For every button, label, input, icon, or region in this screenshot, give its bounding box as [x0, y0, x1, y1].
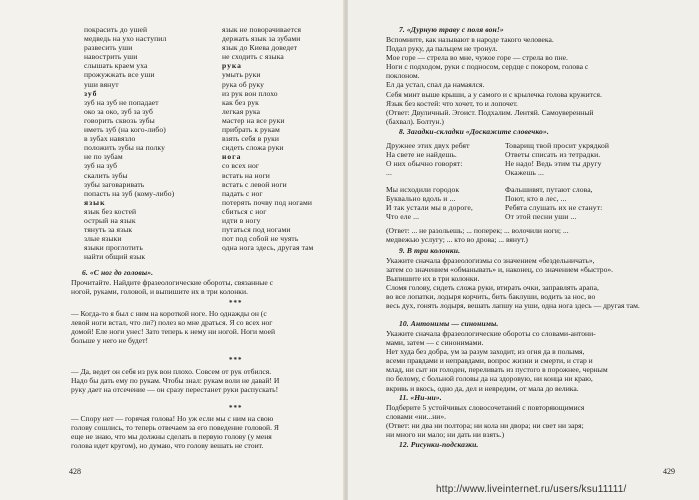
- poem-line: Фальшивят, путают слова,: [505, 185, 593, 194]
- text-line: поклоном.: [386, 71, 420, 81]
- phrase-line: покрасить до ушей: [84, 25, 148, 34]
- text-line: (Ответ: ни два ни полтора; ни кола ни двора; ни свет ни заря;: [386, 421, 584, 431]
- phrase-line: сидеть сложа руки: [222, 143, 284, 153]
- text-line: голова идет кругом), но думаю, что голову вешать не стоит.: [71, 441, 264, 451]
- text-line: затем со значением «обманывать» и, наконец, со значением «быстро».: [386, 265, 614, 275]
- exercise-12-title: 12. Рисунки-подсказки.: [399, 440, 479, 449]
- phrase-line: рука: [222, 61, 242, 71]
- exercise-10-text: [386, 329, 608, 393]
- dialog-paragraph-2: [71, 367, 279, 394]
- phrase-line: положить зубы на полку: [84, 143, 166, 153]
- text-line: — Когда-то я был с ним на короткой ноге. Но однажды он (с: [71, 309, 267, 318]
- text-line: ни много ни мало; ни дать ни взять.): [386, 430, 505, 440]
- phrase-line: зуб на зуб: [84, 161, 118, 171]
- phrase-line: зубы заговаривать: [84, 179, 145, 189]
- phrase-line: слышать краем уха: [84, 61, 148, 71]
- poem-line: Ответы списать из тетрадки.: [505, 150, 601, 160]
- poem-1-left: [386, 141, 470, 177]
- phrase-line: медведь на ухо наступил: [84, 34, 167, 44]
- text-line: Подберите 5 устойчивых словосочетаний с повторяющимися: [386, 403, 585, 412]
- phrase-line: встать на ноги: [222, 170, 270, 180]
- phrase-line: из рук вон плохо: [222, 88, 278, 98]
- exercise-7-text: [386, 35, 602, 126]
- phrase-line: не по зубам: [84, 152, 123, 162]
- poem-2-right: [505, 185, 602, 221]
- phrase-line: сбиться с ног: [222, 206, 267, 216]
- phrase-line: умыть руки: [222, 70, 261, 80]
- poem-line: Окажешь ...: [505, 168, 544, 178]
- dialog-paragraph-3: [71, 414, 279, 450]
- phrase-line: зуб: [84, 88, 98, 98]
- phrase-column-1: [84, 25, 174, 261]
- text-line: Ноги с подходом, руки с подносом, сердце с покором, голова с: [386, 62, 589, 72]
- text-line: домой! Еле ноги унес! Зато теперь к нему ни ногой. Ноги моей: [71, 327, 276, 337]
- poem-line: Мы исходили городок: [386, 185, 460, 194]
- phrase-line: зуб на зуб не попадает: [84, 97, 159, 107]
- separator-stars: ***: [229, 356, 243, 364]
- poem-line: ...: [386, 168, 392, 178]
- text-line: Сломя голову, сидеть сложа руки, втирать очки, заправлять арапа,: [386, 283, 599, 293]
- phrase-line: в зубах навязло: [84, 134, 136, 144]
- exercise-9-title: 9. В три колонки.: [399, 246, 461, 255]
- phrase-line: со всех ног: [222, 161, 260, 171]
- dialog-paragraph-1: [71, 309, 275, 345]
- page-number-right: 429: [663, 467, 675, 476]
- phrase-line: язык: [84, 197, 106, 207]
- text-line: млад, ни сыт ни голоден, переливать из пустого в порожнее, черным: [386, 365, 608, 375]
- phrase-line: скалить зубы: [84, 170, 128, 180]
- phrase-line: пот под собой не чуять: [222, 234, 299, 244]
- text-line: по белому, с больной головы да на здоровую, ни конца ни краю,: [386, 374, 593, 384]
- phrase-line: попасть на зуб (кому-либо): [84, 188, 175, 198]
- text-line: Язык без костей: что хочет, то и лопочет.: [386, 98, 518, 108]
- poem-line: От этой песни уши ...: [505, 212, 577, 222]
- phrase-line: рука об руку: [222, 79, 264, 89]
- text-line: больше у него не будет!: [71, 336, 148, 346]
- phrase-line: острый на язык: [84, 215, 136, 225]
- phrase-line: прожужжать все уши: [84, 70, 155, 80]
- exercise-6-title: 6. «С ног до головы».: [82, 268, 154, 277]
- watermark-url: http://www.liveinternet.ru/users/ksu11111/: [436, 484, 627, 495]
- phrase-line: мастер на все руки: [222, 115, 285, 125]
- phrase-line: не сходить с языка: [222, 52, 284, 62]
- poem-line: На свете не найдешь.: [386, 150, 457, 160]
- poem-line: Товарищ твой просит укрядкой: [505, 141, 610, 150]
- text-line: Подал руку, да пальцем не тронул.: [386, 44, 498, 54]
- phrase-line: навострить уши: [84, 52, 138, 62]
- poem-line: Не надо! Ведь этим ты другу: [505, 159, 602, 169]
- phrase-line: язык без костей: [84, 206, 137, 216]
- phrase-line: встать с левой ноги: [222, 179, 287, 189]
- text-line: Выпишите их в три колонки.: [386, 274, 480, 284]
- poem-line: Буквально вдоль и ...: [386, 194, 456, 204]
- poem-line: О них обычно говорят:: [386, 159, 463, 169]
- text-line: голову сошлись, то теперь отвечаем за его поведение головой. Я: [71, 423, 279, 433]
- exercise-11-text: [386, 403, 584, 439]
- text-line: — Да, ведет он себя из рук вон плохо. Совсем от рук отбился.: [71, 367, 272, 376]
- phrase-line: потерять почву под ногами: [222, 197, 313, 207]
- right-page: [348, 0, 699, 500]
- phrase-line: падать с ног: [222, 188, 263, 198]
- text-line: словами «ни...ни».: [386, 412, 447, 422]
- text-line: Ел да устал, спал да намаялся.: [386, 80, 485, 90]
- exercise-8-title: 8. Загадки-складки «Доскажите словечко».: [399, 127, 549, 136]
- text-line: мами, затем — с синонимами.: [386, 338, 484, 348]
- page-number-left: 428: [69, 467, 81, 476]
- separator-stars: ***: [229, 299, 243, 307]
- phrase-line: язык до Киева доведет: [222, 43, 298, 53]
- poem-line: Дружнее этих двух ребят: [386, 141, 470, 150]
- phrase-line: язык не поворачивается: [222, 25, 302, 34]
- text-line: руку дает на отсечение — он сразу перестанет руки распускать!: [71, 385, 279, 395]
- exercise-8-answer: [386, 226, 569, 244]
- phrase-line: нога: [222, 152, 242, 162]
- poem-line: Ребята слушать их не станут:: [505, 203, 603, 213]
- poem-line: Что еле ...: [386, 212, 420, 222]
- text-line: вкривь и вкось, одно да, дел и невредим, от мала до велика.: [386, 383, 579, 393]
- text-line: медвежью услугу; ... кто во дрова; ... вянут.): [386, 235, 528, 245]
- left-page: [0, 0, 345, 500]
- phrase-line: говорить сквозь зубы: [84, 115, 155, 125]
- poem-2-left: [386, 185, 473, 221]
- text-line: Вспомните, как называют в народе такого человека.: [386, 35, 554, 44]
- exercise-11-title: 11. «Ни-ни».: [399, 393, 442, 402]
- poem-line: Поют, кто в лес, ...: [505, 194, 567, 204]
- text-line: Себя минт выше крыши, а у самого и с крылечка голова кружится.: [386, 89, 602, 99]
- text-line: Мое горе — стрела во мне, чужое горе — стрела во пне.: [386, 53, 568, 63]
- text-line: левой ноги встал, что ли?) полез ко мне драться. Я со всех ног: [71, 318, 273, 328]
- separator-stars: ***: [229, 404, 243, 412]
- text-line: — Спору нет — горячая голова! Но уж если мы с ним на свою: [71, 414, 274, 423]
- text-line: Укажите сначала фразеологические обороты со словами-антони-: [386, 329, 596, 338]
- phrase-line: как без рук: [222, 97, 259, 107]
- text-line: во все лопатки, лодыря корчить, бить баклуши, водить за нос, во: [386, 292, 596, 302]
- phrase-line: злые языки: [84, 234, 122, 244]
- text-line: Нет худа без добра, ум за разум заходит, из огня да в полымя,: [386, 347, 585, 357]
- exercise-6-text: [71, 278, 273, 296]
- text-line: Прочитайте. Найдите фразеологические обороты, связанные с: [71, 278, 273, 287]
- phrase-line: прибрать к рукам: [222, 125, 280, 135]
- phrase-line: держать язык за зубами: [222, 34, 301, 44]
- poem-1-right: [505, 141, 609, 177]
- phrase-line: развесить уши: [84, 43, 133, 53]
- text-line: ногой, руками, головой, и выпишите их в три колонки.: [71, 287, 248, 297]
- phrase-line: око за око, зуб за зуб: [84, 106, 153, 116]
- phrase-line: взять себя в руки: [222, 134, 280, 144]
- phrase-line: языки проглотить: [84, 243, 143, 253]
- exercise-10-title: 10. Антонимы — синонимы.: [399, 319, 499, 328]
- text-line: (Ответ: ... не разольешь; ... поперек; ... волочили ноги; ...: [386, 226, 569, 235]
- text-line: (бахвал). Болтун.): [386, 116, 444, 126]
- text-line: (Ответ: Двуличный. Эгоист. Подхалим. Лентяй. Самоуверенный: [386, 107, 594, 117]
- exercise-7-title: 7. «Дурную траву с поля вон!»: [399, 25, 504, 34]
- text-line: еще не знаю, что мы должны сделать в первую голову (у меня: [71, 432, 272, 442]
- phrase-line: иметь зуб (на кого-либо): [84, 125, 166, 135]
- phrase-column-2: [222, 25, 313, 252]
- phrase-line: уши вянут: [84, 79, 119, 89]
- text-line: весь дух, гонять лодыря, вешать лапшу на уши, одна нога здесь — другая там.: [386, 301, 640, 311]
- poem-line: И так устали мы в дороге,: [386, 203, 473, 213]
- phrase-line: тянуть за язык: [84, 225, 133, 235]
- phrase-line: одна нога здесь, другая там: [222, 243, 314, 253]
- phrase-line: путаться под ногами: [222, 225, 291, 235]
- text-line: Надо бы дать ему по рукам. Чтобы знал: рукам воли не давай! И: [71, 376, 280, 386]
- text-line: Укажите сначала фразеологизмы со значением «бездельничать»,: [386, 256, 595, 265]
- phrase-line: легкая рука: [222, 106, 261, 116]
- phrase-line: найти общий язык: [84, 252, 146, 262]
- exercise-9-text: [386, 256, 640, 311]
- phrase-line: идти в ногу: [222, 215, 261, 225]
- text-line: всеми правдами и неправдами, вопрос жизни и смерти, и стар и: [386, 356, 593, 366]
